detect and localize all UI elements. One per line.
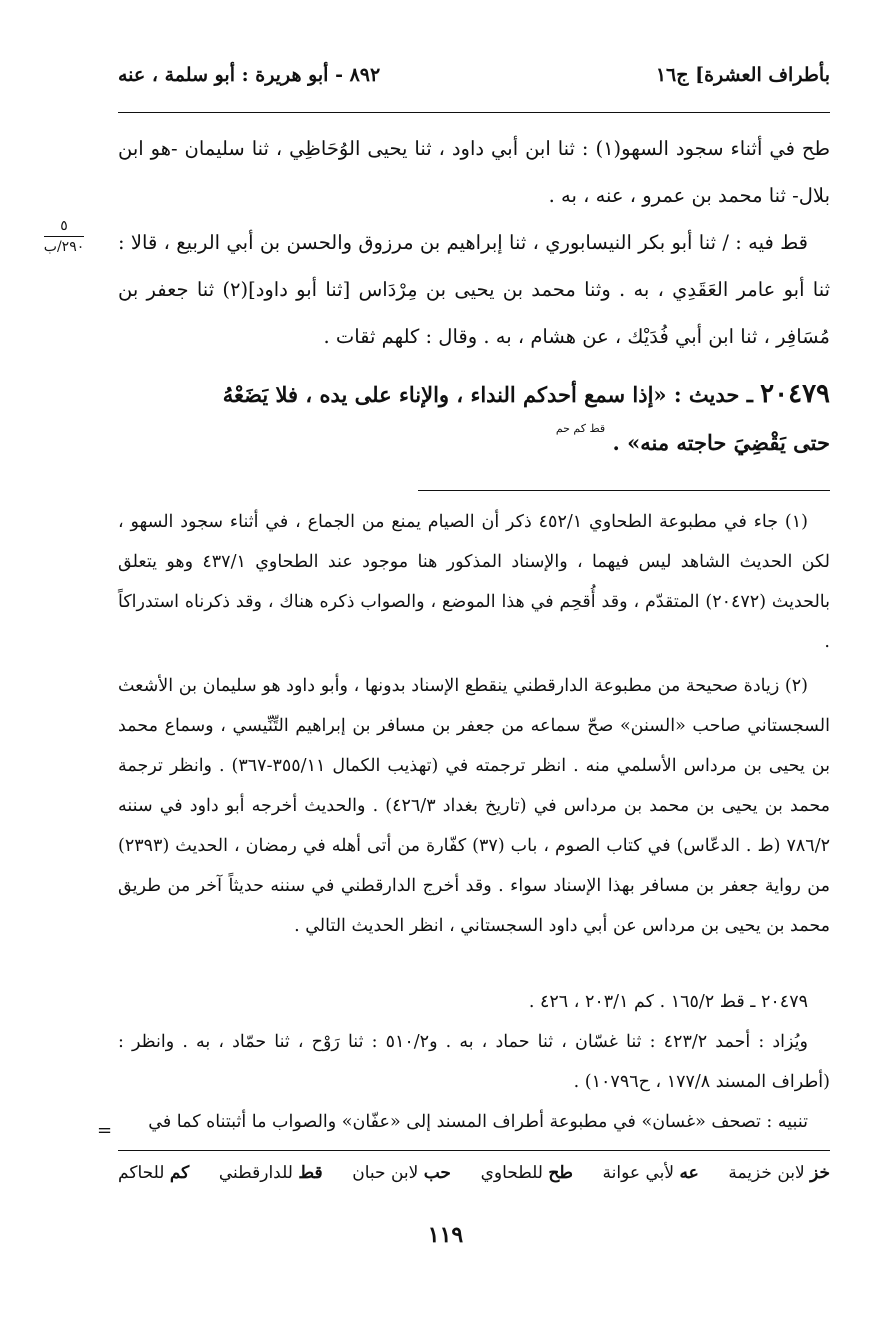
hadith-entry (118, 370, 830, 467)
hadith-line-1 (118, 370, 830, 419)
hadith-line-2 (118, 419, 830, 467)
margin-folio-number: ٥ (60, 218, 68, 234)
hadith-label: ـ حديث : (673, 382, 753, 407)
margin-fraction-line (44, 236, 84, 237)
header-volume: بأطراف العشرة] ج١٦ (655, 64, 830, 86)
footnote-2: (٢) زيادة صحيحة من مطبوعة الدارقطني ينقطع الإسناد بدونها ، وأبو داود هو سليمان بن الأشعث السجستاني صاحب «السنن» صحّ سماعه من جعفر بن مسافر بن إبراهيم التِّنِّيسي ، وسماع محمد بن يحيى بن مرداس الأسلمي منه . انظر ترجمته في (تهذيب الكمال ٣٥٥/١١-٣٦٧) . وانظر ترجمة محمد بن يحيى بن محمد بن مرداس في (تاريخ بغداد ٤٢٦/٣) . والحديث أخرجه أبو داود في سننه ٧٨٦/٢ (ط . الدعّاس) في كتاب الصوم ، باب (٣٧) كفّارة من أتى أهله في رمضان ، الحديث (٢٣٩٣) من رواية جعفر بن مسافر بهذا الإسناد سواء . وقد أخرج الدارقطني في سننه حديثاً آخر من طريق محمد بن يحيى بن مرداس عن أبي داود السجستاني ، انظر الحديث التالي . (118, 676, 831, 936)
reference-line-2: ويُزاد : أحمد ٤٢٣/٢ : ثنا غسّان ، ثنا حماد ، به . و٥١٠/٢ : ثنا رَوْح ، ثنا حمّاد ، به . وانظر : (أطراف المسند ١٧٧/٨ ، ح١٠٧٩٦) . (118, 1032, 830, 1092)
footnote-1: (١) جاء في مطبوعة الطحاوي ٤٥٢/١ ذكر أن الصيام يمنع من الجماع ، في أثناء سجود السهو ، لكن الحديث الشاهد ليس فيهما ، والإسناد المذكور هنا موجود عند الطحاوي ٤٣٧/١ وهو يتعلق بالحديث (٢٠٤٧٢) المتقدّم ، وقد أُقحِم في هذا الموضع ، والصواب ذكره هناك ، وقد ذكرناه استدراكاً . (118, 512, 831, 652)
running-header (118, 60, 830, 94)
abbrev-code: كم (169, 1163, 190, 1183)
abbrev-label: للحاكم (118, 1163, 165, 1183)
header-section: ٨٩٢ - أبو هريرة : أبو سلمة ، عنه (118, 64, 381, 86)
abbrev-item (603, 1163, 699, 1183)
abbrev-code: طح (548, 1163, 573, 1183)
margin-folio-reference (38, 218, 90, 255)
continuation-mark: = (97, 1120, 113, 1141)
text-paragraph-1: طح في أثناء سجود السهو(١) : ثنا ابن أبي داود ، ثنا يحيى الوُحَاظِي ، ثنا سليمان -هو ابن بلال- ثنا محمد بن عمرو ، عنه ، به . (118, 137, 830, 207)
reference-line-1: ٢٠٤٧٩ ـ قط ١٦٥/٢ . كم ٢٠٣/١ ، ٤٢٦ . (528, 992, 808, 1012)
abbrev-label: للطحاوي (480, 1163, 543, 1183)
reference-line-3: تنبيه : تصحف «غسان» في مطبوعة أطراف المسند إلى «عفّان» والصواب ما أثبتناه كما في (148, 1112, 808, 1132)
abbrev-code: عه (679, 1163, 699, 1183)
abbrev-label: لابن خزيمة (728, 1163, 805, 1183)
abbrev-item (219, 1163, 323, 1183)
abbreviation-rule (118, 1150, 830, 1151)
abbreviation-key (118, 1163, 830, 1183)
text-paragraph-2: قط فيه : / ثنا أبو بكر النيسابوري ، ثنا إبراهيم بن مرزوق والحسن بن أبي الربيع ، قالا : ثنا أبو عامر العَقَدِي ، به . وثنا محمد بن يحيى بن مِرْدَاس [ثنا أبو داود](٢) ثنا جعفر بن مُسَافِر ، ثنا ابن أبي فُدَيْك ، عن هشام ، به . وقال : كلهم ثقات . (118, 231, 831, 348)
hadith-source-note: قط كم حم (555, 422, 606, 435)
abbrev-code: قط (298, 1163, 323, 1183)
abbrev-item (728, 1163, 830, 1183)
abbrev-label: للدارقطني (218, 1163, 293, 1183)
hadith-text-2: حتى يَقْضِيَ حاجته منه» . (612, 430, 830, 455)
hadith-text-1: «إذا سمع أحدكم النداء ، والإناء على يده ، فلا يَضَعْهُ (222, 382, 667, 407)
hadith-number: ٢٠٤٧٩ (760, 379, 830, 409)
footnotes (118, 502, 830, 950)
abbrev-item (481, 1163, 573, 1183)
header-rule (118, 112, 830, 113)
footnote-separator (418, 490, 830, 491)
abbrev-item (352, 1163, 451, 1183)
source-references (118, 982, 830, 1142)
abbrev-label: لأبي عوانة (602, 1163, 675, 1183)
main-text (118, 125, 830, 360)
abbrev-item (118, 1163, 189, 1183)
abbrev-code: خز (810, 1163, 830, 1183)
margin-folio-side: ٢٩٠/ب (43, 239, 85, 255)
page-number: ١١٩ (427, 1222, 464, 1248)
abbrev-label: لابن حبان (352, 1163, 419, 1183)
abbrev-code: حب (423, 1163, 451, 1183)
